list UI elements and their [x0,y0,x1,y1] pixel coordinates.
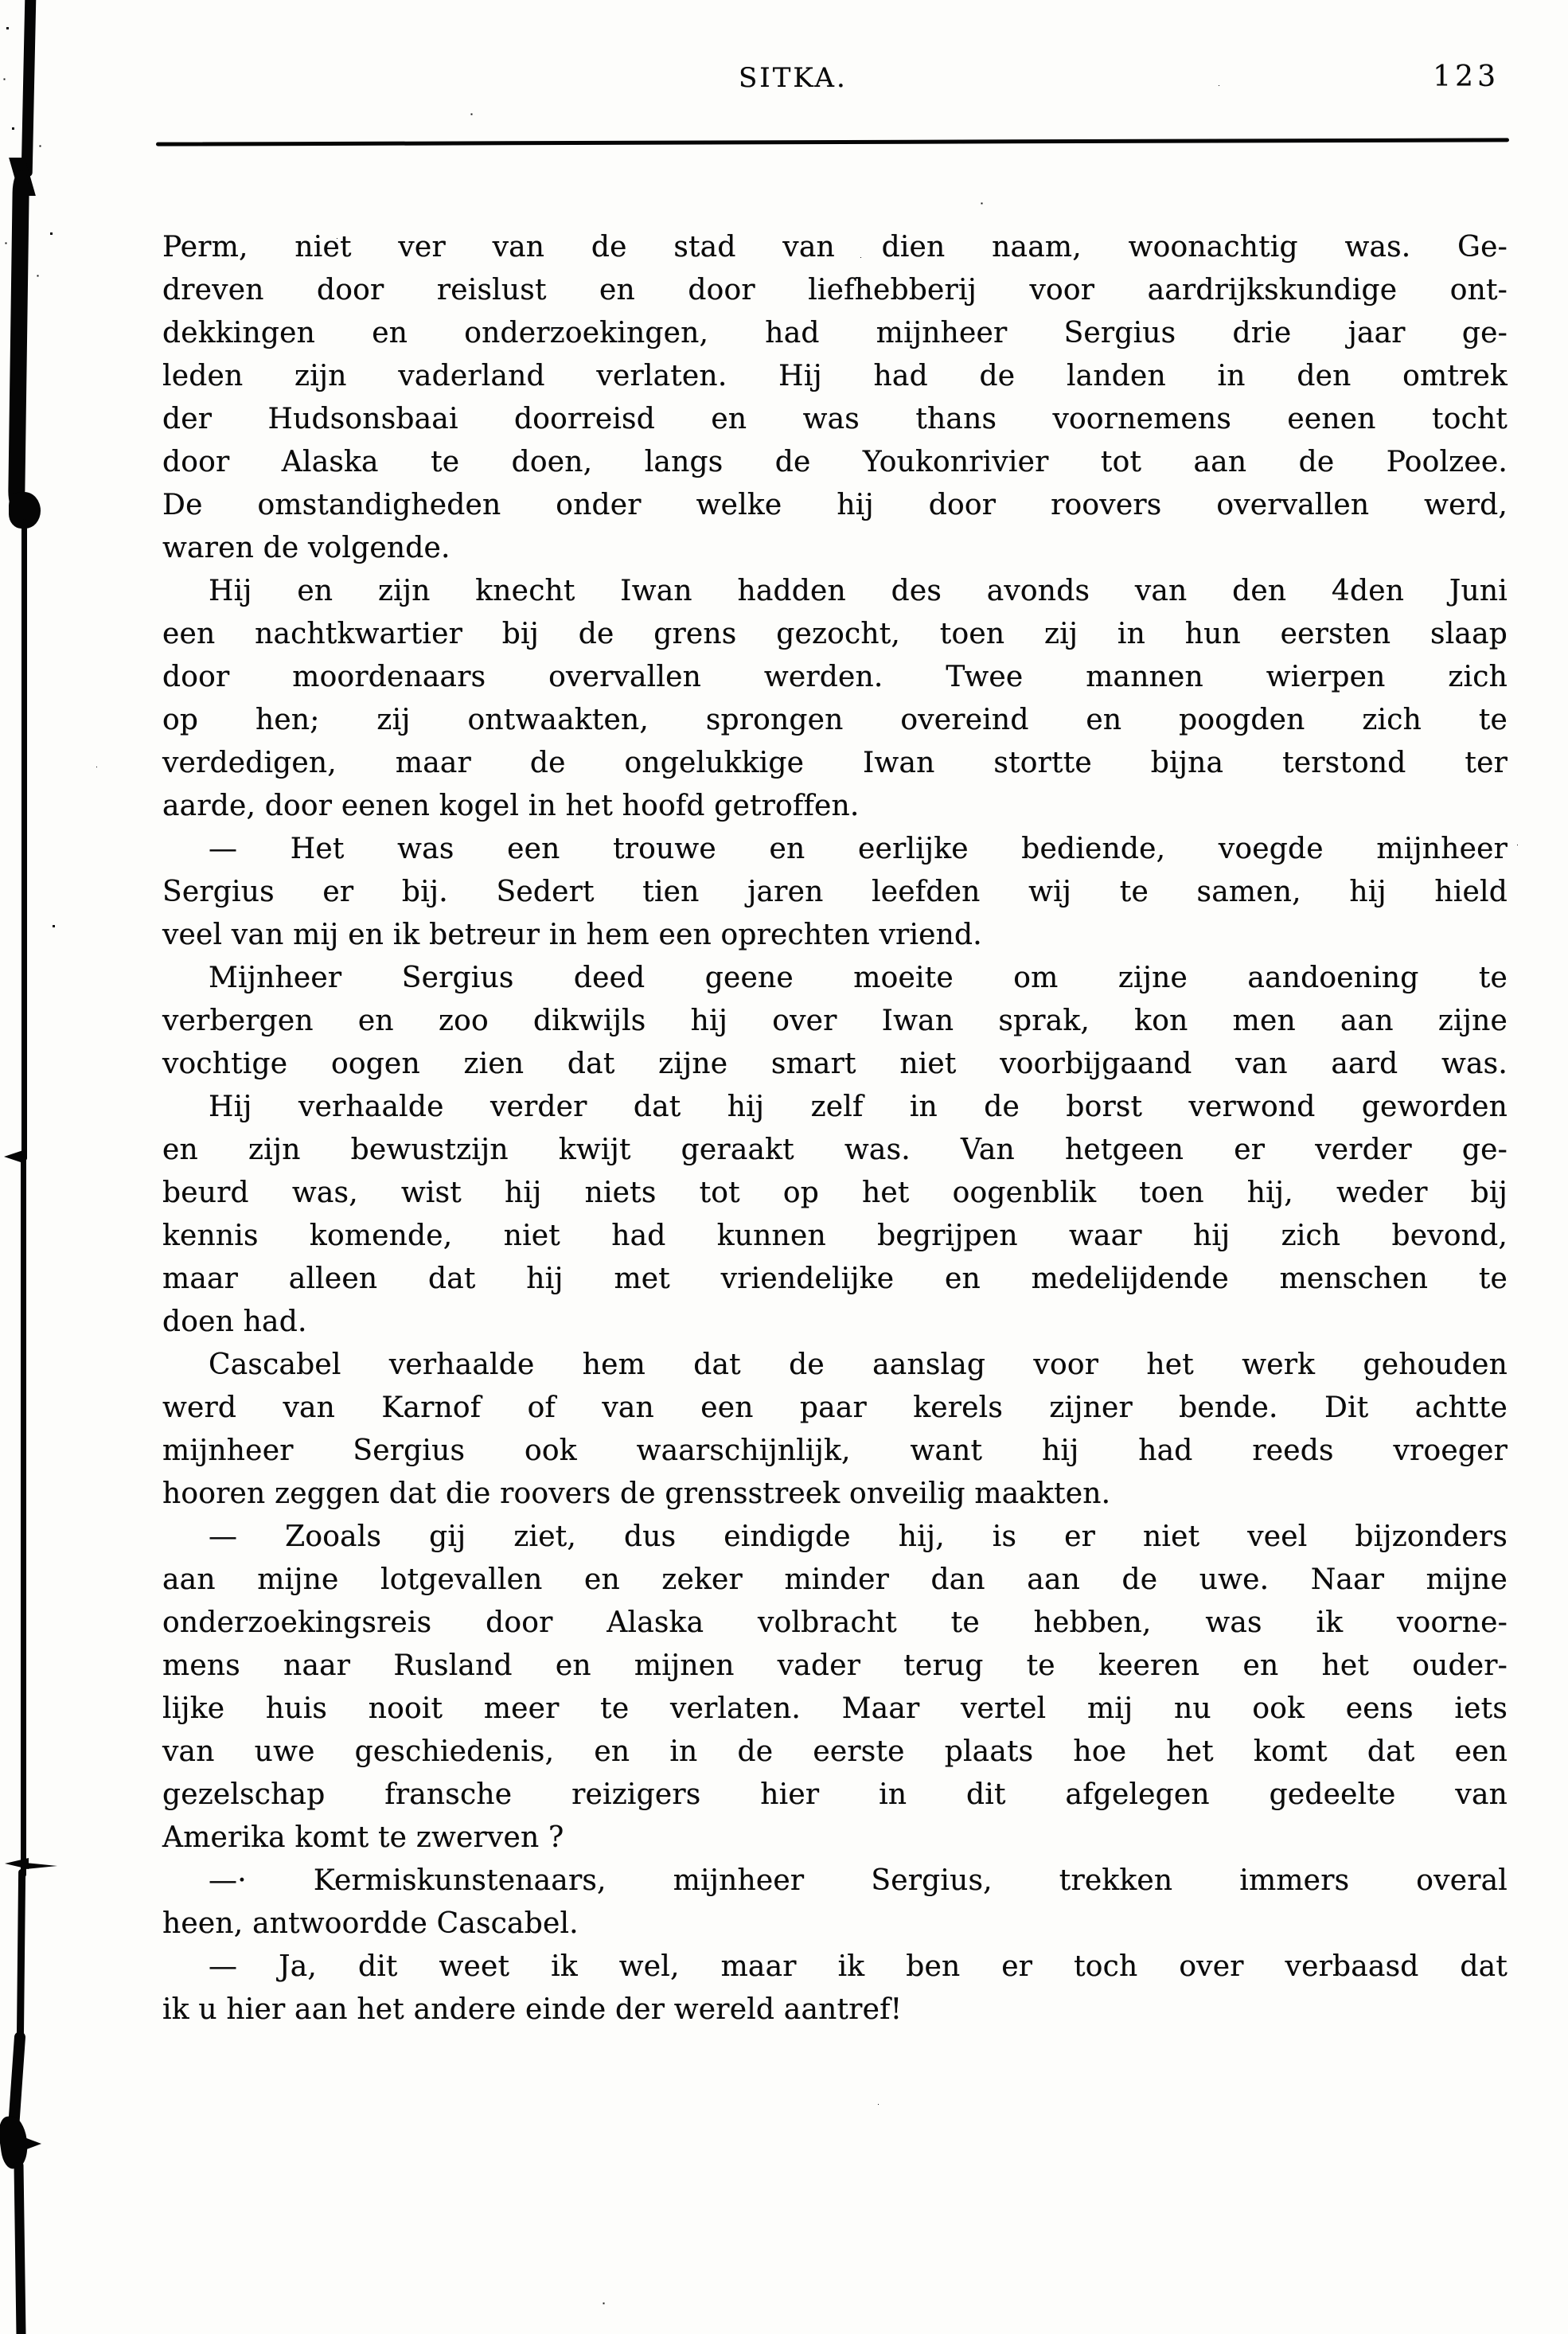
text-line: beurd was, wist hij niets tot op het oogenblik toen hij, weder bij [162,1177,1508,1209]
text-line: lijke huis nooit meer te verlaten. Maar vertel mij nu ook eens iets [162,1692,1508,1725]
text-line: waren de volgende. [162,532,451,564]
text-line: Hij verhaalde verder dat hij zelf in de borst verwond geworden [209,1091,1508,1123]
text-line: vochtige oogen zien dat zijne smart niet voorbijgaand van aard was. [162,1048,1508,1080]
text-line: Amerika komt te zwerven ? [162,1821,564,1854]
text-line: door moordenaars overvallen werden. Twee mannen wierpen zich [162,661,1508,693]
text-line: een nachtkwartier bij de grens gezocht, toen zij in hun eersten slaap [162,618,1508,650]
binding-artifact-tick [25,1863,57,1869]
text-line: Cascabel verhaalde hem dat de aanslag voor het werk gehouden [209,1348,1508,1381]
text-line: van uwe geschiedenis, en in de eerste plaats hoe het komt dat een [162,1735,1508,1768]
text-line: veel van mij en ik betreur in hem een oprechten vriend. [162,919,982,951]
text-line: heen, antwoordde Cascabel. [162,1907,579,1940]
text-line: gezelschap fransche reizigers hier in dit afgelegen gedeelte van [162,1778,1508,1811]
text-line: door Alaska te doen, langs de Youkonrivier tot aan de Poolzee. [162,446,1508,478]
text-line: — Ja, dit weet ik wel, maar ik ben er toch over verbaasd dat [209,1950,1508,1983]
page-text [162,226,1508,2032]
text-line: De omstandigheden onder welke hij door roovers overvallen werd, [162,489,1508,521]
binding-artifact-segment [14,2162,25,2334]
text-line: dreven door reislust en door liefhebberij voor aardrijkskundige ont- [162,274,1508,306]
text-line: Hij en zijn knecht Iwan hadden des avonds van den 4den Juni [209,575,1508,607]
text-line: en zijn bewustzijn kwijt geraakt was. Van hetgeen er verder ge- [162,1134,1508,1166]
text-line: dekkingen en onderzoekingen, had mijnheer Sergius drie jaar ge- [162,317,1508,349]
text-line: aan mijne lotgevallen en zeker minder dan aan de uwe. Naar mijne [162,1563,1508,1596]
page-number: 123 [1433,60,1500,93]
text-line: — Het was een trouwe en eerlijke bediende, voegde mijnheer [209,833,1508,865]
running-title: SITKA. [739,62,848,94]
text-line: der Hudsonsbaai doorreisd en was thans voornemens eenen tocht [162,403,1508,435]
text-line: mens naar Rusland en mijnen vader terug te keeren en het ouder- [162,1649,1508,1682]
text-line: leden zijn vaderland verlaten. Hij had de landen in den omtrek [162,360,1508,392]
text-line: hooren zeggen dat die roovers de grensstreek onveilig maakten. [162,1477,1111,1510]
text-line: doen had. [162,1306,307,1338]
binding-artifact-segment [8,170,29,513]
text-line: verbergen en zoo dikwijls hij over Iwan sprak, kon men aan zijne [162,1005,1508,1037]
text-line: —· Kermiskunstenaars, mijnheer Sergius, trekken immers overal [209,1864,1508,1897]
text-line: werd van Karnof of van een paar kerels zijner bende. Dit achtte [162,1391,1508,1424]
text-line: Perm, niet ver van de stad van dien naam, woonachtig was. Ge- [162,231,1508,263]
text-line: maar alleen dat hij met vriendelijke en medelijdende menschen te [162,1263,1508,1295]
text-line: op hen; zij ontwaakten, sprongen overeind en poogden zich te [162,704,1508,736]
text-line: verdedigen, maar de ongelukkige Iwan stortte bijna terstond ter [162,747,1508,779]
text-line: Sergius er bij. Sedert tien jaren leefden wij te samen, hij hield [162,876,1508,908]
header-rule [156,138,1509,146]
text-line: kennis komende, niet had kunnen begrijpen waar hij zich bevond, [162,1220,1508,1252]
text-line: mijnheer Sergius ook waarschijnlijk, want hij had reeds vroeger [162,1434,1508,1467]
binding-artifact-segment [21,1154,26,1877]
text-line: onderzoekingsreis door Alaska volbracht te hebben, was ik voorne- [162,1606,1508,1639]
text-line: ik u hier aan het andere einde der wereld aantref! [162,1993,903,2026]
text-line: Mijnheer Sergius deed geene moeite om zijne aandoening te [209,962,1508,994]
binding-artifact-tick [22,2137,41,2151]
binding-artifact-segment [21,0,37,177]
text-line: — Zooals gij ziet, dus eindigde hij, is er niet veel bijzonders [209,1520,1508,1553]
binding-artifact-segment [17,1869,25,2044]
text-line: aarde, door eenen kogel in het hoofd getroffen. [162,790,860,822]
binding-artifact-segment [21,519,27,1161]
scan-specks [0,0,2,2]
